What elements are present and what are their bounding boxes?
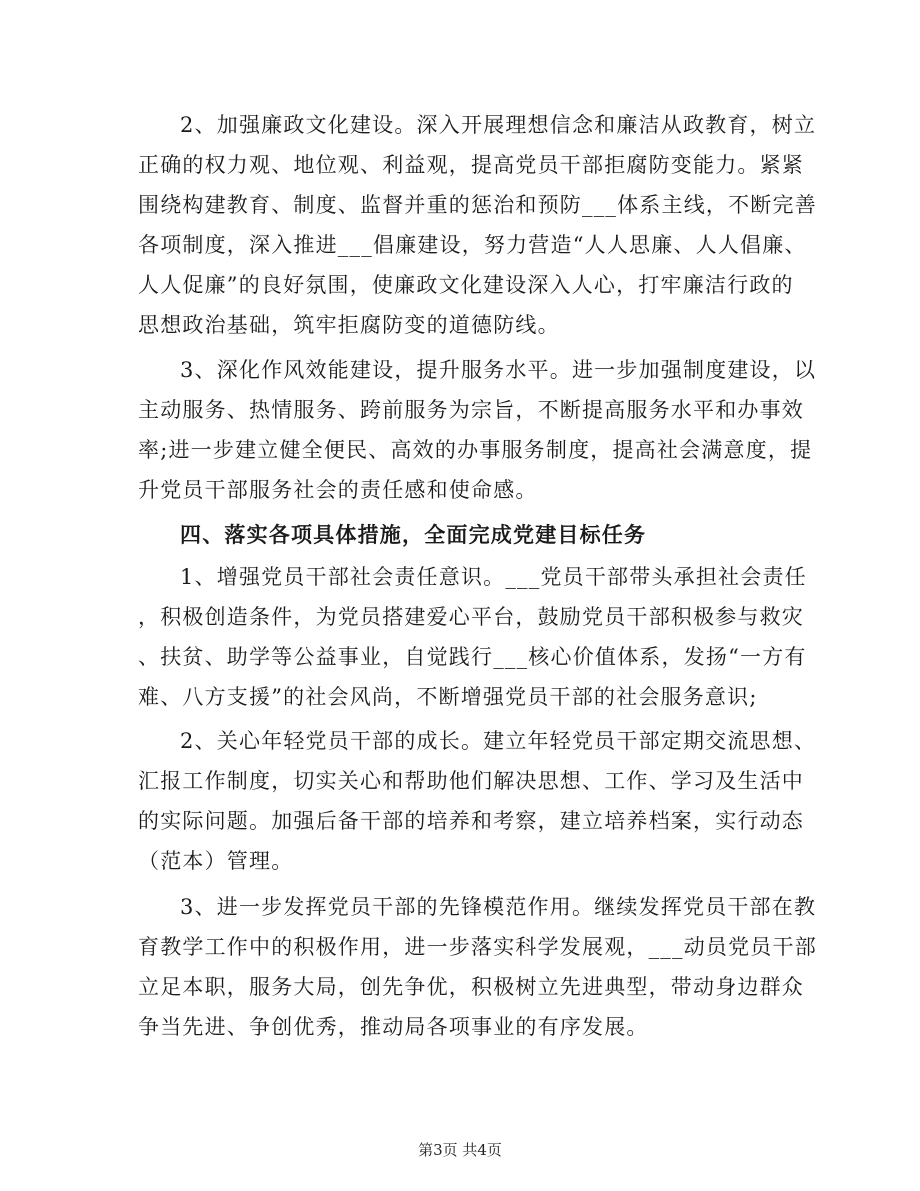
paragraph-2-line-2: 正确的权力观、地位观、利益观，提高党员干部拒腐防变能力。紧紧 <box>138 153 804 177</box>
item-2-line-2: 汇报工作制度，切实关心和帮助他们解决思想、工作、学习及生活中 <box>138 769 804 793</box>
item-2-line-3: 的实际问题。加强后备干部的培养和考察，建立培养档案，实行动态 <box>138 809 804 833</box>
paragraph-3-line-3: 率;进一步建立健全便民、高效的办事服务制度，提高社会满意度，提 <box>138 438 813 462</box>
paragraph-2-line-1: 2、加强廉政文化建设。深入开展理想信念和廉洁从政教育，树立 <box>180 113 817 137</box>
paragraph-3-line-4: 升党员干部服务社会的责任感和使命感。 <box>138 478 538 502</box>
item-1-line-4: 难、八方支援”的社会风尚，不断增强党员干部的社会服务意识; <box>138 685 758 709</box>
item-3-line-2: 育教学工作中的积极作用，进一步落实科学发展观，___动员党员干部 <box>138 935 817 959</box>
item-3-line-3: 立足本职，服务大局，创先争优，积极树立先进典型，带动身边群众 <box>138 975 804 999</box>
item-1-line-3: 、扶贫、助学等公益事业，自觉践行___核心价值体系，发扬“一方有 <box>138 645 807 669</box>
item-2-line-1: 2、关心年轻党员干部的成长。建立年轻党员干部定期交流思想、 <box>180 729 817 753</box>
paragraph-2-line-5: 人人促廉”的良好氛围，使廉政文化建设深入人心，打牢廉洁行政的 <box>138 273 794 297</box>
item-3-line-1: 3、进一步发挥党员干部的先锋模范作用。继续发挥党员干部在教 <box>180 895 817 919</box>
section-heading: 四、落实各项具体措施，全面完成党建目标任务 <box>180 522 647 547</box>
item-1-line-1: 1、增强党员干部社会责任意识。___党员干部带头承担社会责任 <box>180 565 807 589</box>
item-3-line-4: 争当先进、争创优秀，推动局各项事业的有序发展。 <box>138 1015 649 1039</box>
page-number: 第3页 共4页 <box>418 1141 502 1159</box>
paragraph-3-line-2: 主动服务、热情服务、跨前服务为宗旨，不断提高服务水平和办事效 <box>138 398 804 422</box>
paragraph-3-line-1: 3、深化作风效能建设，提升服务水平。进一步加强制度建设，以 <box>180 358 817 382</box>
item-1-line-2: ，积极创造条件，为党员搭建爱心平台，鼓励党员干部积极参与救灾 <box>138 605 804 629</box>
paragraph-2-line-4: 各项制度，深入推进___倡廉建设，努力营造“人人思廉、人人倡廉、 <box>138 233 807 257</box>
paragraph-2-line-3: 围绕构建教育、制度、监督并重的惩治和预防___体系主线，不断完善 <box>138 193 817 217</box>
paragraph-2-line-6: 思想政治基础，筑牢拒腐防变的道德防线。 <box>138 313 560 337</box>
item-2-line-4: （范本）管理。 <box>138 849 294 873</box>
